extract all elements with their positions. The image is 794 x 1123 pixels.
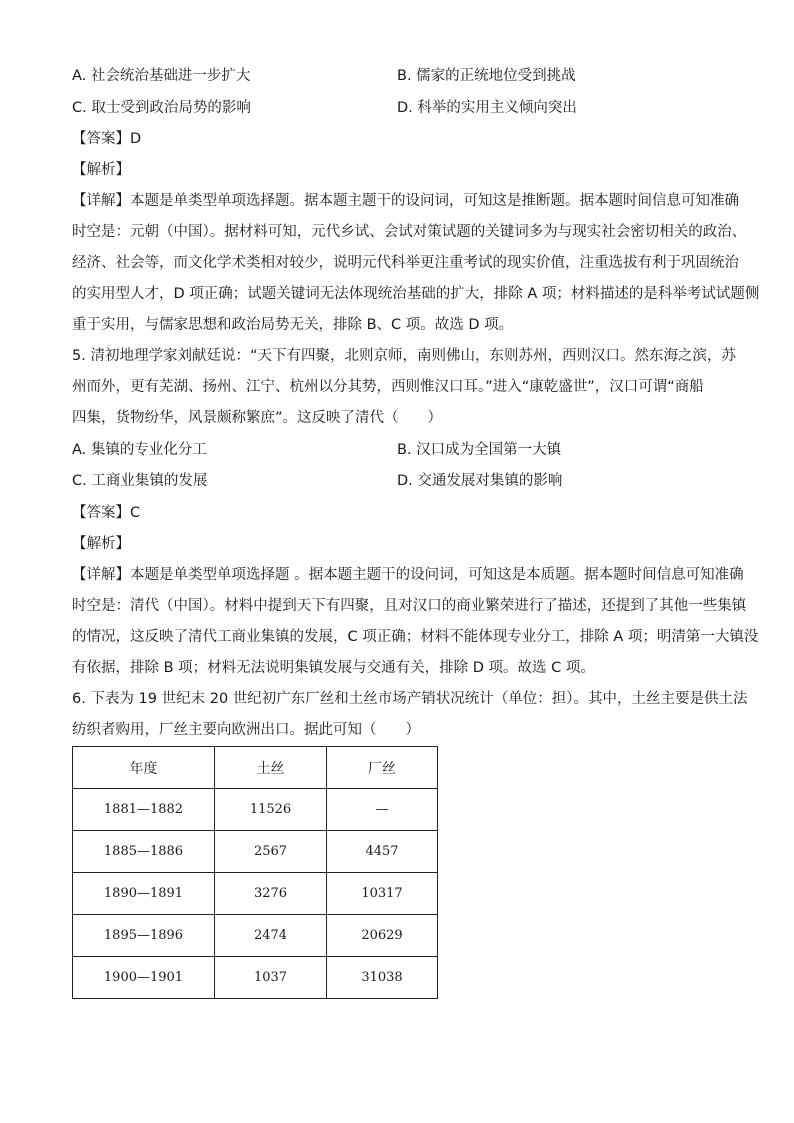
- cell-year: 1885—1886: [73, 831, 215, 873]
- q5-option-d: D. 交通发展对集镇的影响: [397, 473, 563, 489]
- q5-detail-line: 时空是：清代（中国）。材料中提到天下有四聚，且对汉口的商业繁荣进行了描述，还提到了其他一些集镇: [72, 598, 747, 614]
- q4-option-c: C. 取士受到政治局势的影响: [72, 100, 251, 116]
- q5-option-c: C. 工商业集镇的发展: [72, 473, 208, 489]
- q4-option-a: A. 社会统治基础进一步扩大: [72, 68, 251, 84]
- q4-detail-line: 时空是：元朝（中国）。据材料可知，元代乡试、会试对策试题的关键词多为与现实社会密切相关的政治、: [72, 224, 747, 240]
- q5-option-b: B. 汉口成为全国第一大镇: [397, 442, 562, 458]
- cell-factory-silk: —: [327, 789, 438, 831]
- q5-stem-line: 5. 清初地理学家刘献廷说：“天下有四聚，北则京师，南则佛山，东则苏州，西则汉口。然东海之滨，苏: [72, 348, 736, 364]
- table-row: [73, 831, 438, 873]
- q5-stem-line: 州而外，更有芜湖、扬州、江宁、杭州以分其势，西则惟汉口耳。”进入“康乾盛世”，汉口可谓“商船: [72, 379, 704, 395]
- q4-detail-line: 【详解】本题是单类型单项选择题。据本题主题干的设问词，可知这是推断题。据本题时间信息可知准确: [72, 193, 739, 209]
- table-row: [73, 873, 438, 915]
- cell-native-silk: 2474: [215, 915, 327, 957]
- cell-native-silk: 2567: [215, 831, 327, 873]
- q4-options-row-1: [72, 66, 722, 86]
- q6-stem-line: 纺织者购用，厂丝主要向欧洲出口。据此可知（ ）: [72, 722, 420, 738]
- q5-options-row-1: [72, 440, 722, 460]
- q5-detail-line: 有依据，排除 B 项；材料无法说明集镇发展与交通有关，排除 D 项。故选 C 项。: [72, 660, 595, 676]
- silk-production-table: [72, 746, 438, 999]
- q4-options-row-2: [72, 98, 722, 118]
- q5-options-row-2: [72, 471, 722, 491]
- q5-stem-line: 四集，货物纷华，风景颇称繁庶”。这反映了清代（ ）: [72, 410, 443, 426]
- table-row: [73, 915, 438, 957]
- header-factory-silk: 厂丝: [327, 747, 438, 789]
- q4-option-d: D. 科举的实用主义倾向突出: [397, 100, 577, 116]
- cell-factory-silk: 4457: [327, 831, 438, 873]
- cell-year: 1895—1896: [73, 915, 215, 957]
- cell-year: 1881—1882: [73, 789, 215, 831]
- cell-factory-silk: 20629: [327, 915, 438, 957]
- q4-detail-line: 重于实用，与儒家思想和政治局势无关，排除 B、C 项。故选 D 项。: [72, 317, 514, 333]
- table-row: [73, 789, 438, 831]
- q4-detail-line: 经济、社会等，而文化学术类相对较少，说明元代科举更注重考试的现实价值，注重选拔有利于巩固统治: [72, 255, 739, 271]
- cell-factory-silk: 31038: [327, 957, 438, 999]
- q5-answer: 【答案】C: [72, 505, 141, 521]
- cell-factory-silk: 10317: [327, 873, 438, 915]
- q4-analysis-label: 【解析】: [72, 162, 130, 178]
- cell-year: 1900—1901: [73, 957, 215, 999]
- q5-analysis-label: 【解析】: [72, 536, 130, 552]
- q4-answer: 【答案】D: [72, 131, 142, 147]
- q4-detail-line: 的实用型人才，D 项正确；试题关键词无法体现统治基础的扩大，排除 A 项；材料描述的是科举考试试题侧: [72, 286, 760, 302]
- q5-detail-line: 【详解】本题是单类型单项选择题 。据本题主题干的设问词，可知这是本质题。据本题时间信息可知准确: [72, 567, 744, 583]
- table-row: [73, 957, 438, 999]
- cell-native-silk: 1037: [215, 957, 327, 999]
- q6-stem-line: 6. 下表为 19 世纪末 20 世纪初广东厂丝和土丝市场产销状况统计（单位：担）。其中，土丝主要是供土法: [72, 691, 748, 707]
- cell-year: 1890—1891: [73, 873, 215, 915]
- q4-option-b: B. 儒家的正统地位受到挑战: [397, 68, 576, 84]
- cell-native-silk: 11526: [215, 789, 327, 831]
- cell-native-silk: 3276: [215, 873, 327, 915]
- q5-detail-line: 的情况，这反映了清代工商业集镇的发展，C 项正确；材料不能体现专业分工，排除 A 项；明清第一大镇没: [72, 629, 759, 645]
- q5-option-a: A. 集镇的专业化分工: [72, 442, 207, 458]
- header-native-silk: 土丝: [215, 747, 327, 789]
- table-header-row: [73, 747, 438, 789]
- header-year: 年度: [73, 747, 215, 789]
